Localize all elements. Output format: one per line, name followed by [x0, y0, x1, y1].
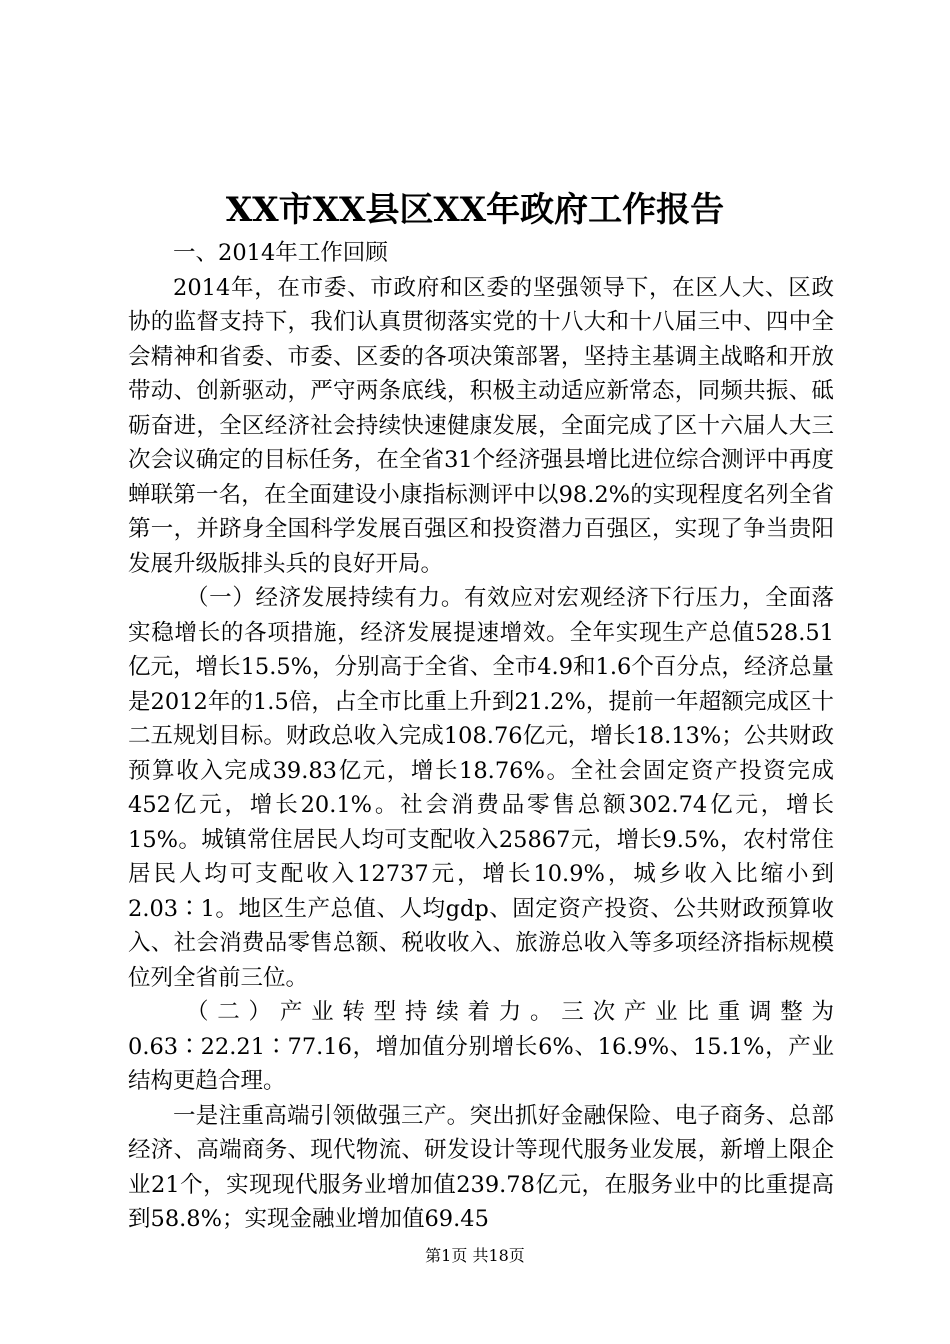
paragraph: （二）产业转型持续着力。三次产业比重调整为0.63∶22.21∶77.16，增加值分别增长6%、16.9%、15.1%，产业结构更趋合理。: [128, 999, 834, 1094]
paragraph: 2014年，在市委、市政府和区委的坚强领导下，在区人大、区政协的监督支持下，我们认真贯彻落实党的十八大和十八届三中、四中全会精神和省委、市委、区委的各项决策部署，坚持主基调主战略和开放带动、创新驱动，严守两条底线，积极主动适应新常态，同频共振、砥砺奋进，全区经济社会持续快速健康发展，全面完成了区十六届人大三次会议确定的目标任务，在全省31个经济强县增比进位综合测评中再度蝉联第一名，在全面建设小康指标测评中以98.2%的实现程度名列全省第一，并跻身全国科学发展百强区和投资潜力百强区，实现了争当贵阳发展升级版排头兵的良好开局。: [128, 274, 834, 577]
document-body: [128, 236, 834, 1237]
section-heading: 一、2014年工作回顾: [173, 240, 388, 266]
page-footer: 第1页 共18页: [425, 1246, 525, 1265]
paragraph: 一是注重高端引领做强三产。突出抓好金融保险、电子商务、总部经济、高端商务、现代物流、研发设计等现代服务业发展，新增上限企业21个，实现现代服务业增加值239.78亿元，在服务业中的比重提高到58.8%；实现金融业增加值69.45: [128, 1102, 834, 1232]
paragraph: （一）经济发展持续有力。有效应对宏观经济下行压力，全面落实稳增长的各项措施，经济发展提速增效。全年实现生产总值528.51亿元，增长15.5%，分别高于全省、全市4.9和1.6个百分点，经济总量是2012年的1.5倍，占全市比重上升到21.2%，提前一年超额完成区十二五规划目标。财政总收入完成108.76亿元，增长18.13%；公共财政预算收入完成39.83亿元，增长18.76%。全社会固定资产投资完成452亿元，增长20.1%。社会消费品零售总额302.74亿元，增长15%。城镇常住居民人均可支配收入25867元，增长9.5%，农村常住居民人均可支配收入12737元，增长10.9%，城乡收入比缩小到2.03∶1。地区生产总值、人均gdp、固定资产投资、公共财政预算收入、社会消费品零售总额、税收收入、旅游总收入等多项经济指标规模位列全省前三位。: [128, 585, 834, 991]
document-title: XX市XX县区XX年政府工作报告: [225, 190, 725, 230]
